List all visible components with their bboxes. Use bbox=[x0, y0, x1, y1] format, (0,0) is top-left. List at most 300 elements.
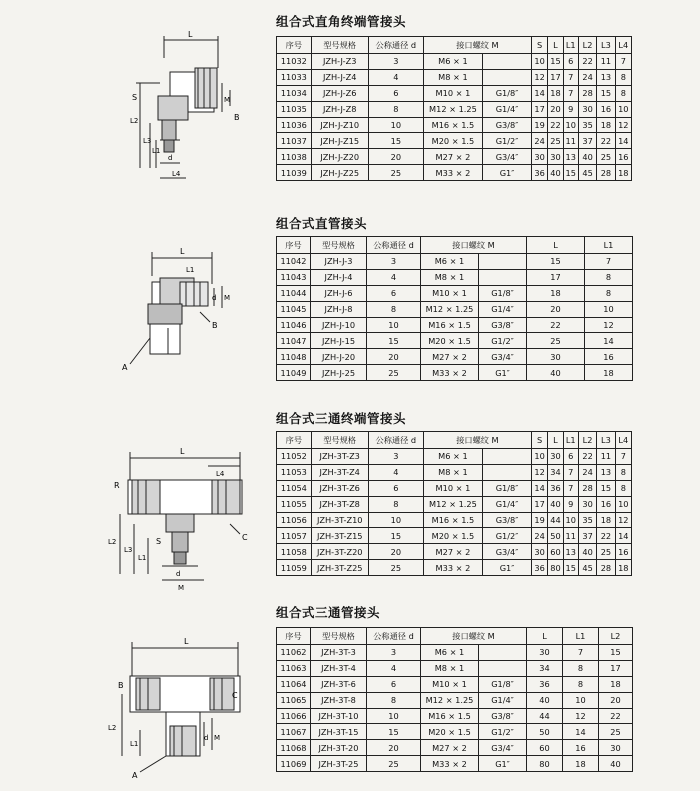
table-row bbox=[277, 69, 632, 85]
table-cell: 25 bbox=[367, 365, 421, 381]
table-cell: 8 bbox=[615, 464, 631, 480]
table-cell: 11068 bbox=[277, 740, 311, 756]
table-cell: JZH-3T-Z3 bbox=[311, 449, 368, 465]
table-cell: 15 bbox=[367, 724, 421, 740]
table-cell: 25 bbox=[597, 149, 615, 165]
table-cell: G1/8″ bbox=[479, 285, 527, 301]
table-cell: 20 bbox=[367, 349, 421, 365]
table-cell: 11 bbox=[597, 54, 615, 70]
col-header: 型号规格 bbox=[311, 432, 368, 449]
table-cell: 8 bbox=[585, 285, 633, 301]
table-cell: 44 bbox=[548, 512, 563, 528]
col-header: L bbox=[527, 237, 585, 254]
table-cell: 16 bbox=[597, 101, 615, 117]
table-cell: 34 bbox=[548, 464, 563, 480]
table-cell: 19 bbox=[531, 512, 547, 528]
table-cell: 17 bbox=[599, 660, 633, 676]
tee-fitting-drawing bbox=[100, 630, 260, 780]
table-cell: 10 bbox=[563, 117, 578, 133]
col-header: 序号 bbox=[277, 237, 311, 254]
table-cell: 12 bbox=[531, 464, 547, 480]
col-header: 序号 bbox=[277, 628, 311, 645]
table-cell: 80 bbox=[548, 560, 563, 576]
table-cell: 18 bbox=[597, 117, 615, 133]
col-header: 公称通径 d bbox=[368, 37, 423, 54]
table-row bbox=[277, 365, 633, 381]
table-cell: G1/4″ bbox=[479, 692, 527, 708]
table-cell: 10 bbox=[615, 101, 631, 117]
col-header: L1 bbox=[563, 432, 578, 449]
table-cell: M16 × 1.5 bbox=[421, 317, 479, 333]
table-cell bbox=[479, 645, 527, 661]
dim-label-d: d bbox=[212, 294, 217, 302]
table-cell: 34 bbox=[527, 660, 563, 676]
table-cell: 30 bbox=[578, 496, 596, 512]
table-cell: 20 bbox=[527, 301, 585, 317]
table-row bbox=[277, 560, 632, 576]
table-row bbox=[277, 285, 633, 301]
table-cell: G1″ bbox=[483, 165, 532, 181]
table-cell: 18 bbox=[527, 285, 585, 301]
table-cell: 11038 bbox=[277, 149, 312, 165]
col-header: L bbox=[527, 628, 563, 645]
table-cell: 19 bbox=[531, 117, 547, 133]
table-cell: 11044 bbox=[277, 285, 311, 301]
table-cell: JZH-J-Z6 bbox=[311, 85, 368, 101]
table-cell: G1/4″ bbox=[479, 301, 527, 317]
table-cell: 17 bbox=[527, 269, 585, 285]
dim-label-R: R bbox=[114, 481, 120, 490]
table-cell: M6 × 1 bbox=[421, 254, 479, 270]
table-cell: 18 bbox=[615, 165, 631, 181]
table-cell: 8 bbox=[615, 85, 631, 101]
table-cell: M33 × 2 bbox=[423, 165, 482, 181]
table-cell: JZH-J-10 bbox=[311, 317, 367, 333]
table-cell: 11045 bbox=[277, 301, 311, 317]
table-cell: 16 bbox=[563, 740, 599, 756]
table-cell bbox=[483, 54, 532, 70]
table-cell: 7 bbox=[563, 464, 578, 480]
table-cell: 22 bbox=[578, 54, 596, 70]
table-cell: JZH-3T-15 bbox=[311, 724, 367, 740]
table-cell: 16 bbox=[585, 349, 633, 365]
table-cell: 7 bbox=[563, 480, 578, 496]
table-cell: 35 bbox=[578, 512, 596, 528]
straight-fitting-drawing bbox=[100, 238, 260, 378]
table-cell: JZH-3T-Z15 bbox=[311, 528, 368, 544]
dim-label-M: M bbox=[178, 584, 185, 592]
table-cell: JZH-J-Z8 bbox=[311, 101, 368, 117]
table-cell: G3/4″ bbox=[483, 544, 532, 560]
col-header: 公称通径 d bbox=[368, 432, 423, 449]
table-cell: M33 × 2 bbox=[423, 560, 482, 576]
table-cell: 36 bbox=[527, 676, 563, 692]
col-header: L2 bbox=[578, 37, 596, 54]
table-cell: 28 bbox=[597, 165, 615, 181]
table-row bbox=[277, 740, 633, 756]
dim-label-L1: L1 bbox=[138, 554, 147, 562]
table-cell: 12 bbox=[615, 512, 631, 528]
table-cell: 13 bbox=[563, 149, 578, 165]
table-cell: 14 bbox=[531, 480, 547, 496]
table-cell: 24 bbox=[531, 528, 547, 544]
table-cell: 11 bbox=[597, 449, 615, 465]
table-cell: M20 × 1.5 bbox=[421, 333, 479, 349]
table-cell: 25 bbox=[599, 724, 633, 740]
col-header: L2 bbox=[599, 628, 633, 645]
tee-terminal-fitting-drawing bbox=[100, 444, 260, 594]
table-cell: JZH-3T-6 bbox=[311, 676, 367, 692]
table-row bbox=[277, 676, 633, 692]
table-cell: 25 bbox=[368, 560, 423, 576]
table-cell: 36 bbox=[548, 480, 563, 496]
table-cell: 10 bbox=[615, 496, 631, 512]
table-cell: 18 bbox=[548, 85, 563, 101]
table-cell: 10 bbox=[367, 708, 421, 724]
table-cell: 50 bbox=[548, 528, 563, 544]
table-cell: JZH-3T-Z8 bbox=[311, 496, 368, 512]
col-header: 接口螺纹 M bbox=[421, 628, 527, 645]
dim-label-M: M bbox=[224, 294, 231, 302]
table-cell: 20 bbox=[599, 692, 633, 708]
table-cell: 11032 bbox=[277, 54, 312, 70]
col-header: S bbox=[531, 37, 547, 54]
col-header: 序号 bbox=[277, 432, 312, 449]
table-cell: 11049 bbox=[277, 365, 311, 381]
col-header: 接口螺纹 M bbox=[423, 432, 531, 449]
table-cell: 22 bbox=[548, 117, 563, 133]
table-cell: JZH-J-15 bbox=[311, 333, 367, 349]
table-cell: 11 bbox=[563, 133, 578, 149]
dim-label-L2: L2 bbox=[130, 117, 139, 125]
table-cell: 50 bbox=[527, 724, 563, 740]
table-cell: JZH-J-Z25 bbox=[311, 165, 368, 181]
table-cell: M27 × 2 bbox=[421, 349, 479, 365]
table-cell: 8 bbox=[563, 676, 599, 692]
table-cell: 20 bbox=[368, 544, 423, 560]
table-cell: 11055 bbox=[277, 496, 312, 512]
table-cell: 11066 bbox=[277, 708, 311, 724]
table-cell: M20 × 1.5 bbox=[423, 133, 482, 149]
col-header: 序号 bbox=[277, 37, 312, 54]
table-cell: 25 bbox=[527, 333, 585, 349]
table-row bbox=[277, 449, 632, 465]
table-cell: G1/2″ bbox=[483, 133, 532, 149]
table-row bbox=[277, 317, 633, 333]
table-cell: 10 bbox=[368, 117, 423, 133]
table-cell: 15 bbox=[563, 165, 578, 181]
table-cell: G1/8″ bbox=[483, 85, 532, 101]
table-cell: 15 bbox=[597, 85, 615, 101]
table-row bbox=[277, 254, 633, 270]
table-cell: M33 × 2 bbox=[421, 756, 479, 772]
col-header: L bbox=[548, 432, 563, 449]
table-cell: 15 bbox=[368, 528, 423, 544]
table-cell: 11048 bbox=[277, 349, 311, 365]
table-cell: 37 bbox=[578, 528, 596, 544]
table-cell: 8 bbox=[368, 101, 423, 117]
table-cell: 11054 bbox=[277, 480, 312, 496]
dim-label-S: S bbox=[132, 93, 138, 102]
table-cell: M8 × 1 bbox=[421, 269, 479, 285]
table-row bbox=[277, 117, 632, 133]
dim-label-L: L bbox=[180, 447, 185, 456]
table-row bbox=[277, 301, 633, 317]
table-cell: 15 bbox=[599, 645, 633, 661]
table-cell: JZH-J-6 bbox=[311, 285, 367, 301]
table-cell: M8 × 1 bbox=[423, 464, 482, 480]
table-cell: JZH-3T-Z10 bbox=[311, 512, 368, 528]
table-cell: M8 × 1 bbox=[421, 660, 479, 676]
table-cell: 36 bbox=[531, 165, 547, 181]
dim-label-L1: L1 bbox=[186, 266, 195, 274]
table-cell bbox=[479, 269, 527, 285]
table-cell: 20 bbox=[548, 101, 563, 117]
dim-label-L3: L3 bbox=[143, 137, 152, 145]
table-cell: 45 bbox=[578, 165, 596, 181]
table-cell: 4 bbox=[368, 464, 423, 480]
table-cell: 17 bbox=[531, 496, 547, 512]
table-cell: 6 bbox=[368, 480, 423, 496]
table-cell: 30 bbox=[578, 101, 596, 117]
section-title: 组合式直角终端管接头 bbox=[276, 14, 407, 29]
table-cell: 7 bbox=[585, 254, 633, 270]
table-cell: JZH-J-4 bbox=[311, 269, 367, 285]
table-cell: 14 bbox=[531, 85, 547, 101]
table-cell: JZH-3T-20 bbox=[311, 740, 367, 756]
table-cell: 8 bbox=[563, 660, 599, 676]
dim-label-L4: L4 bbox=[216, 470, 225, 478]
dim-label-S: S bbox=[156, 537, 162, 546]
table-cell: 11037 bbox=[277, 133, 312, 149]
table-cell: 40 bbox=[599, 756, 633, 772]
table-cell: G1/4″ bbox=[483, 101, 532, 117]
table-cell: M27 × 2 bbox=[423, 544, 482, 560]
table-cell: JZH-3T-4 bbox=[311, 660, 367, 676]
table-cell: 16 bbox=[615, 544, 631, 560]
dim-label-A: A bbox=[132, 771, 138, 780]
table-cell: G1/2″ bbox=[479, 724, 527, 740]
table-cell: M10 × 1 bbox=[421, 676, 479, 692]
table-cell: 22 bbox=[527, 317, 585, 333]
table-cell: JZH-3T-Z4 bbox=[311, 464, 368, 480]
table-cell: 11065 bbox=[277, 692, 311, 708]
table-cell: 40 bbox=[548, 165, 563, 181]
table-cell: 10 bbox=[531, 54, 547, 70]
table-cell: 25 bbox=[597, 544, 615, 560]
table-cell: 3 bbox=[367, 645, 421, 661]
table-cell: 7 bbox=[563, 69, 578, 85]
table-cell: 16 bbox=[597, 496, 615, 512]
table-cell: JZH-J-25 bbox=[311, 365, 367, 381]
table-cell bbox=[479, 254, 527, 270]
col-header: L4 bbox=[615, 432, 631, 449]
table-cell: 30 bbox=[531, 149, 547, 165]
table-cell: 24 bbox=[578, 464, 596, 480]
dim-label-L: L bbox=[188, 30, 193, 39]
table-cell: 11036 bbox=[277, 117, 312, 133]
table-cell: 14 bbox=[615, 528, 631, 544]
col-header: L4 bbox=[615, 37, 631, 54]
table-cell: 15 bbox=[367, 333, 421, 349]
dim-label-d: d bbox=[204, 734, 209, 742]
table-cell: 8 bbox=[615, 69, 631, 85]
table-cell: JZH-3T-Z25 bbox=[311, 560, 368, 576]
table-cell: M20 × 1.5 bbox=[421, 724, 479, 740]
table-cell: 30 bbox=[599, 740, 633, 756]
col-header: 型号规格 bbox=[311, 628, 367, 645]
table-cell: JZH-3T-3 bbox=[311, 645, 367, 661]
table-cell: 11062 bbox=[277, 645, 311, 661]
dim-label-d: d bbox=[176, 570, 181, 578]
table-cell: 11052 bbox=[277, 449, 312, 465]
table-cell: 22 bbox=[578, 449, 596, 465]
table-cell: 28 bbox=[578, 480, 596, 496]
table-cell: 6 bbox=[368, 85, 423, 101]
col-header: L2 bbox=[578, 432, 596, 449]
col-header: 接口螺纹 M bbox=[423, 37, 531, 54]
section-title: 组合式三通管接头 bbox=[276, 605, 381, 620]
table-cell: G1″ bbox=[483, 560, 532, 576]
table-cell: 10 bbox=[368, 512, 423, 528]
table-cell: 20 bbox=[367, 740, 421, 756]
table-cell bbox=[483, 464, 532, 480]
col-header: 公称通径 d bbox=[367, 237, 421, 254]
table-row bbox=[277, 133, 632, 149]
dim-label-L1: L1 bbox=[130, 740, 139, 748]
table-cell: JZH-J-8 bbox=[311, 301, 367, 317]
table-cell: 36 bbox=[531, 560, 547, 576]
table-cell bbox=[483, 449, 532, 465]
table-cell: 20 bbox=[368, 149, 423, 165]
dim-label-M: M bbox=[224, 96, 231, 104]
table-row bbox=[277, 512, 632, 528]
section-title: 组合式三通终端管接头 bbox=[276, 411, 407, 426]
table-cell: 4 bbox=[367, 269, 421, 285]
table-cell: G1/8″ bbox=[479, 676, 527, 692]
table-cell: M6 × 1 bbox=[421, 645, 479, 661]
table-cell: 11064 bbox=[277, 676, 311, 692]
table-cell: 17 bbox=[548, 69, 563, 85]
table-cell: G1/4″ bbox=[483, 496, 532, 512]
table-cell: JZH-J-Z3 bbox=[311, 54, 368, 70]
table-cell: G3/8″ bbox=[479, 317, 527, 333]
table-cell bbox=[483, 69, 532, 85]
table-cell: JZH-J-20 bbox=[311, 349, 367, 365]
table-cell: M8 × 1 bbox=[423, 69, 482, 85]
table-cell: 28 bbox=[578, 85, 596, 101]
dim-label-L2: L2 bbox=[108, 724, 117, 732]
table-row bbox=[277, 692, 633, 708]
table-cell: 11042 bbox=[277, 254, 311, 270]
table-cell: M10 × 1 bbox=[423, 480, 482, 496]
table-cell: 10 bbox=[585, 301, 633, 317]
table-cell: 40 bbox=[548, 496, 563, 512]
table-cell: 18 bbox=[585, 365, 633, 381]
dim-label-L: L bbox=[184, 637, 189, 646]
table-row bbox=[277, 349, 633, 365]
spec-table-straight bbox=[276, 236, 633, 381]
table-cell: 11059 bbox=[277, 560, 312, 576]
table-cell: 11039 bbox=[277, 165, 312, 181]
table-cell: 15 bbox=[368, 133, 423, 149]
dim-label-L4: L4 bbox=[172, 170, 181, 178]
table-cell: 13 bbox=[597, 464, 615, 480]
table-cell: 8 bbox=[585, 269, 633, 285]
table-row bbox=[277, 645, 633, 661]
table-row bbox=[277, 464, 632, 480]
table-cell: 25 bbox=[548, 133, 563, 149]
col-header: 公称通径 d bbox=[367, 628, 421, 645]
table-row bbox=[277, 85, 632, 101]
table-cell: G3/8″ bbox=[479, 708, 527, 724]
table-row bbox=[277, 496, 632, 512]
table-cell: M6 × 1 bbox=[423, 449, 482, 465]
table-cell: JZH-3T-10 bbox=[311, 708, 367, 724]
table-cell: 40 bbox=[527, 365, 585, 381]
table-cell: 14 bbox=[615, 133, 631, 149]
table-cell: 37 bbox=[578, 133, 596, 149]
table-cell: 15 bbox=[527, 254, 585, 270]
table-cell: 30 bbox=[527, 349, 585, 365]
table-cell: M16 × 1.5 bbox=[421, 708, 479, 724]
table-cell: 6 bbox=[563, 449, 578, 465]
table-cell: 8 bbox=[368, 496, 423, 512]
table-cell: M12 × 1.25 bbox=[421, 301, 479, 317]
col-header: 型号规格 bbox=[311, 37, 368, 54]
table-cell: M16 × 1.5 bbox=[423, 512, 482, 528]
table-cell: G1/2″ bbox=[483, 528, 532, 544]
table-cell: 8 bbox=[615, 480, 631, 496]
table-cell: 11035 bbox=[277, 101, 312, 117]
table-cell: 9 bbox=[563, 101, 578, 117]
table-cell: 7 bbox=[563, 645, 599, 661]
spec-table-tee bbox=[276, 627, 633, 772]
table-cell: 11046 bbox=[277, 317, 311, 333]
dim-label-C: C bbox=[242, 533, 248, 542]
table-cell: 10 bbox=[563, 512, 578, 528]
table-cell: 45 bbox=[578, 560, 596, 576]
table-cell: 18 bbox=[563, 756, 599, 772]
dim-label-B: B bbox=[118, 681, 124, 690]
section-title: 组合式直管接头 bbox=[276, 216, 368, 231]
table-row bbox=[277, 165, 632, 181]
table-cell: M10 × 1 bbox=[423, 85, 482, 101]
table-cell: 12 bbox=[531, 69, 547, 85]
table-cell: JZH-J-Z10 bbox=[311, 117, 368, 133]
spec-table-elbow-terminal bbox=[276, 36, 632, 181]
table-cell: 25 bbox=[367, 756, 421, 772]
table-cell: M12 × 1.25 bbox=[423, 496, 482, 512]
table-row bbox=[277, 269, 633, 285]
table-cell: M6 × 1 bbox=[423, 54, 482, 70]
table-cell: 30 bbox=[548, 449, 563, 465]
table-cell: 9 bbox=[563, 496, 578, 512]
table-cell: 11033 bbox=[277, 69, 312, 85]
table-cell: 30 bbox=[548, 149, 563, 165]
col-header: L1 bbox=[563, 37, 578, 54]
table-cell: JZH-J-Z15 bbox=[311, 133, 368, 149]
table-cell: 11053 bbox=[277, 464, 312, 480]
table-cell: 7 bbox=[563, 85, 578, 101]
table-cell: 14 bbox=[563, 724, 599, 740]
table-row bbox=[277, 54, 632, 70]
table-cell: 11063 bbox=[277, 660, 311, 676]
table-cell: 6 bbox=[367, 285, 421, 301]
table-row bbox=[277, 708, 633, 724]
table-cell: 30 bbox=[527, 645, 563, 661]
table-cell: 18 bbox=[599, 676, 633, 692]
